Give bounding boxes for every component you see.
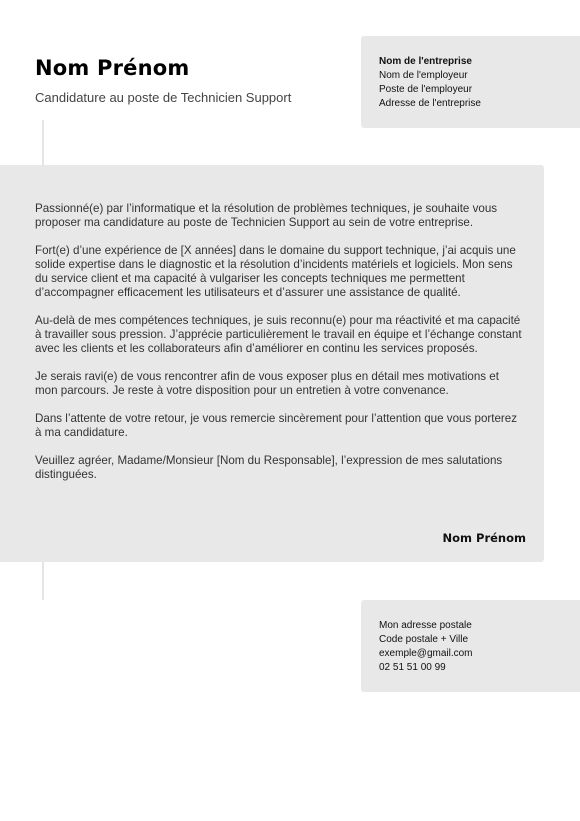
email-address: exemple@gmail.com — [379, 648, 473, 659]
applicant-name: Nom Prénom — [35, 56, 190, 80]
company-name: Nom de l'entreprise — [379, 56, 472, 67]
letter-paragraph: Au-delà de mes compétences techniques, je suis reconnu(e) pour ma réactivité et ma capacité à travailler sous pression. J’apprécie particulièrement le travail en équipe et l’échange constant avec les clients et les collaborateurs afin d’améliorer en continu les services proposés. — [35, 314, 522, 355]
letter-paragraph: Dans l’attente de votre retour, je vous remercie sincèrement pour l’attention que vous porterez à ma candidature. — [35, 412, 518, 439]
employer-position: Poste de l'employeur — [379, 84, 473, 95]
recipient-block — [361, 36, 580, 128]
postal-address: Mon adresse postale — [379, 620, 472, 631]
phone-number: 02 51 51 00 99 — [379, 662, 446, 673]
divider-line-bottom — [42, 562, 44, 600]
application-subtitle: Candidature au poste de Technicien Support — [35, 90, 292, 105]
contact-block — [361, 600, 580, 692]
letter-body — [0, 165, 544, 562]
postal-code-city: Code postale + Ville — [379, 634, 469, 645]
company-address: Adresse de l'entreprise — [379, 98, 481, 109]
divider-line-top — [42, 120, 44, 165]
letter-paragraph: Passionné(e) par l’informatique et la résolution de problèmes techniques, je souhaite vous proposer ma candidature au poste de Technicien Support au sein de votre entreprise. — [35, 202, 498, 229]
letter-paragraph: Fort(e) d’une expérience de [X années] dans le domaine du support technique, j’ai acquis une solide expertise dans le diagnostic et la résolution d’incidents matériels et logiciels. Mon sens du service client et ma capacité à vulgariser les concepts techniques me permettent d’accompagner efficacement les utilisateurs et d’assurer une assistance de qualité. — [35, 244, 516, 299]
letter-paragraph: Je serais ravi(e) de vous rencontrer afin de vous exposer plus en détail mes motivations et mon parcours. Je reste à votre disposition pour un entretien à votre convenance. — [35, 370, 499, 397]
signature: Nom Prénom — [442, 531, 526, 545]
employer-name: Nom de l'employeur — [379, 70, 468, 81]
letter-paragraph: Veuillez agréer, Madame/Monsieur [Nom du Responsable], l’expression de mes salutations distinguées. — [35, 454, 503, 481]
